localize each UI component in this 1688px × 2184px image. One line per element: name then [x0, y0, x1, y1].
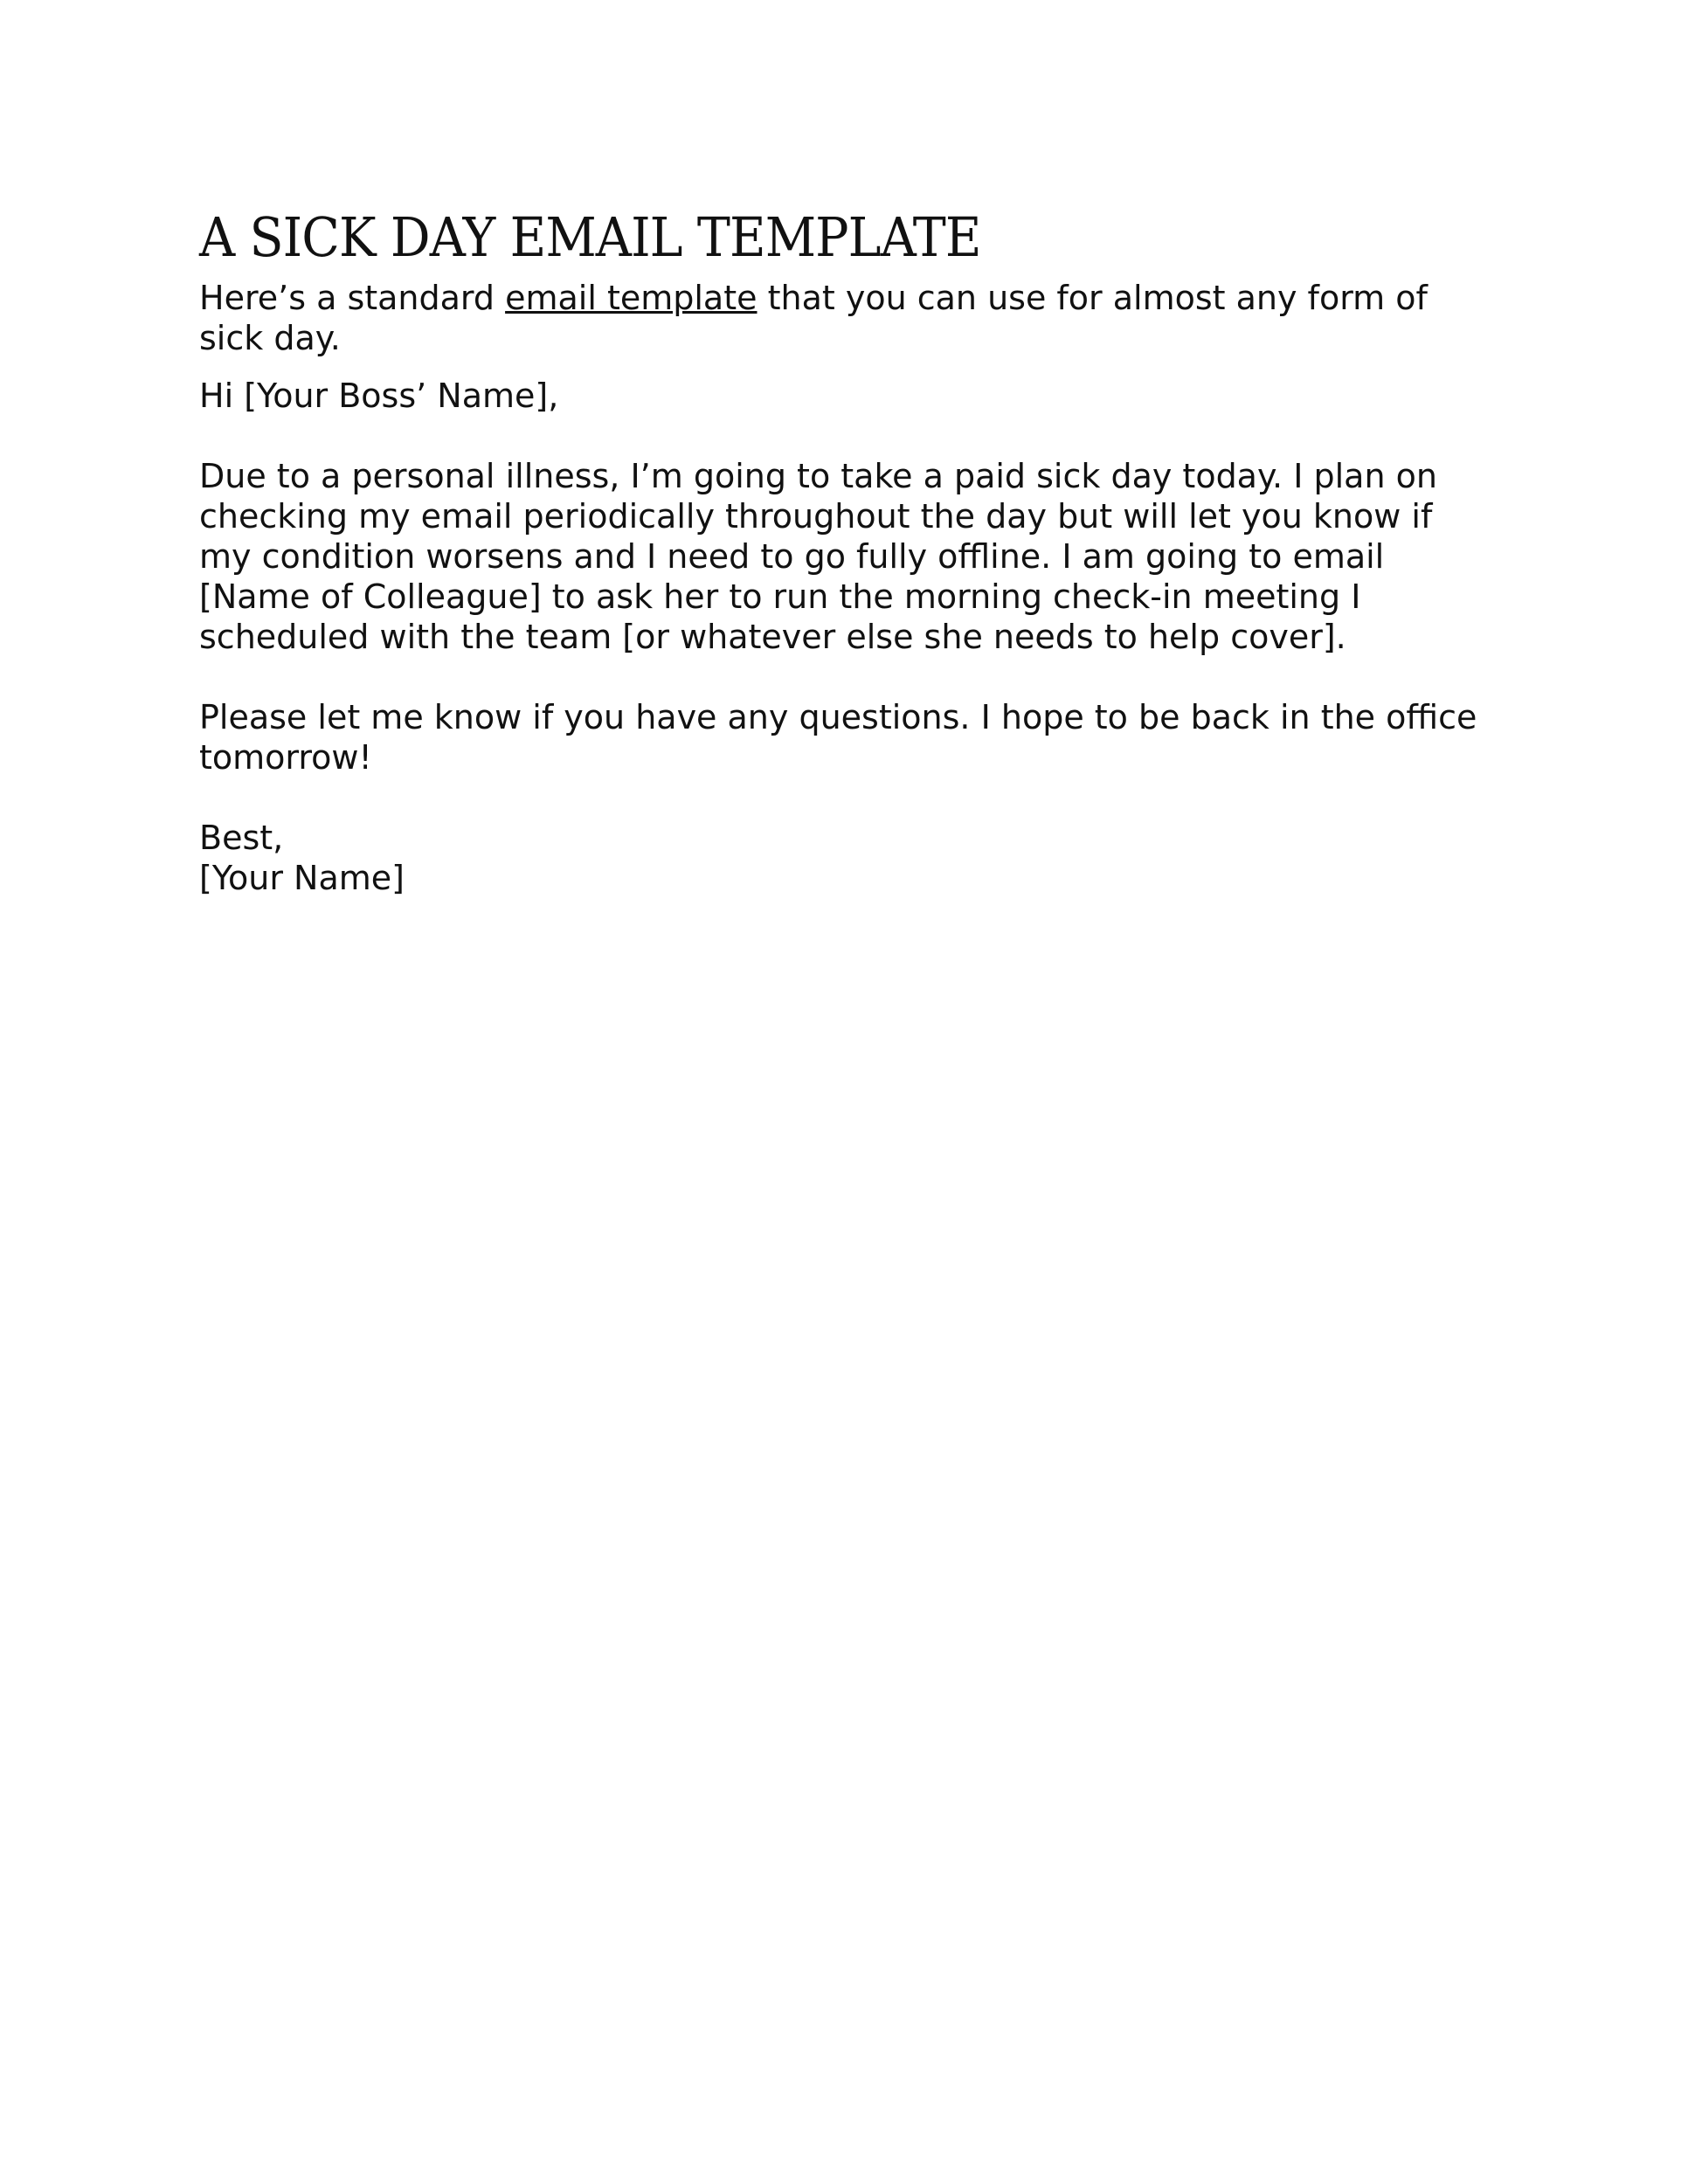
intro-line-1 [199, 278, 1562, 318]
paragraph-2-line: tomorrow! [199, 738, 372, 777]
intro-line-2: sick day. [199, 319, 341, 357]
email-paragraph-1 [199, 456, 1562, 657]
paragraph-1-line: [Name of Colleague] to ask her to run the morning check-in meeting I [199, 577, 1361, 616]
intro-paragraph [199, 278, 1562, 358]
email-greeting: Hi [Your Boss’ Name], [199, 377, 559, 415]
document-title: A SICK DAY EMAIL TEMPLATE [199, 205, 981, 269]
paragraph-2-line: Please let me know if you have any questions. I hope to be back in the office [199, 698, 1477, 736]
email-paragraph-2 [199, 697, 1562, 778]
paragraph-1-line: scheduled with the team [or whatever else she needs to help cover]. [199, 618, 1346, 656]
paragraph-1-line: checking my email periodically throughout the day but will let you know if [199, 497, 1433, 536]
email-closing: Best, [199, 819, 284, 857]
document-page [199, 203, 1562, 898]
paragraph-1-line: my condition worsens and I need to go fully offline. I am going to email [199, 537, 1385, 576]
email-signoff [199, 818, 1562, 898]
intro-text-before-link: Here’s a standard [199, 279, 506, 317]
email-template-link[interactable]: email template [505, 279, 758, 317]
intro-text-after-link: that you can use for almost any form of [757, 279, 1428, 317]
paragraph-1-line: Due to a personal illness, I’m going to take a paid sick day today. I plan on [199, 457, 1437, 495]
email-signature: [Your Name] [199, 859, 405, 897]
